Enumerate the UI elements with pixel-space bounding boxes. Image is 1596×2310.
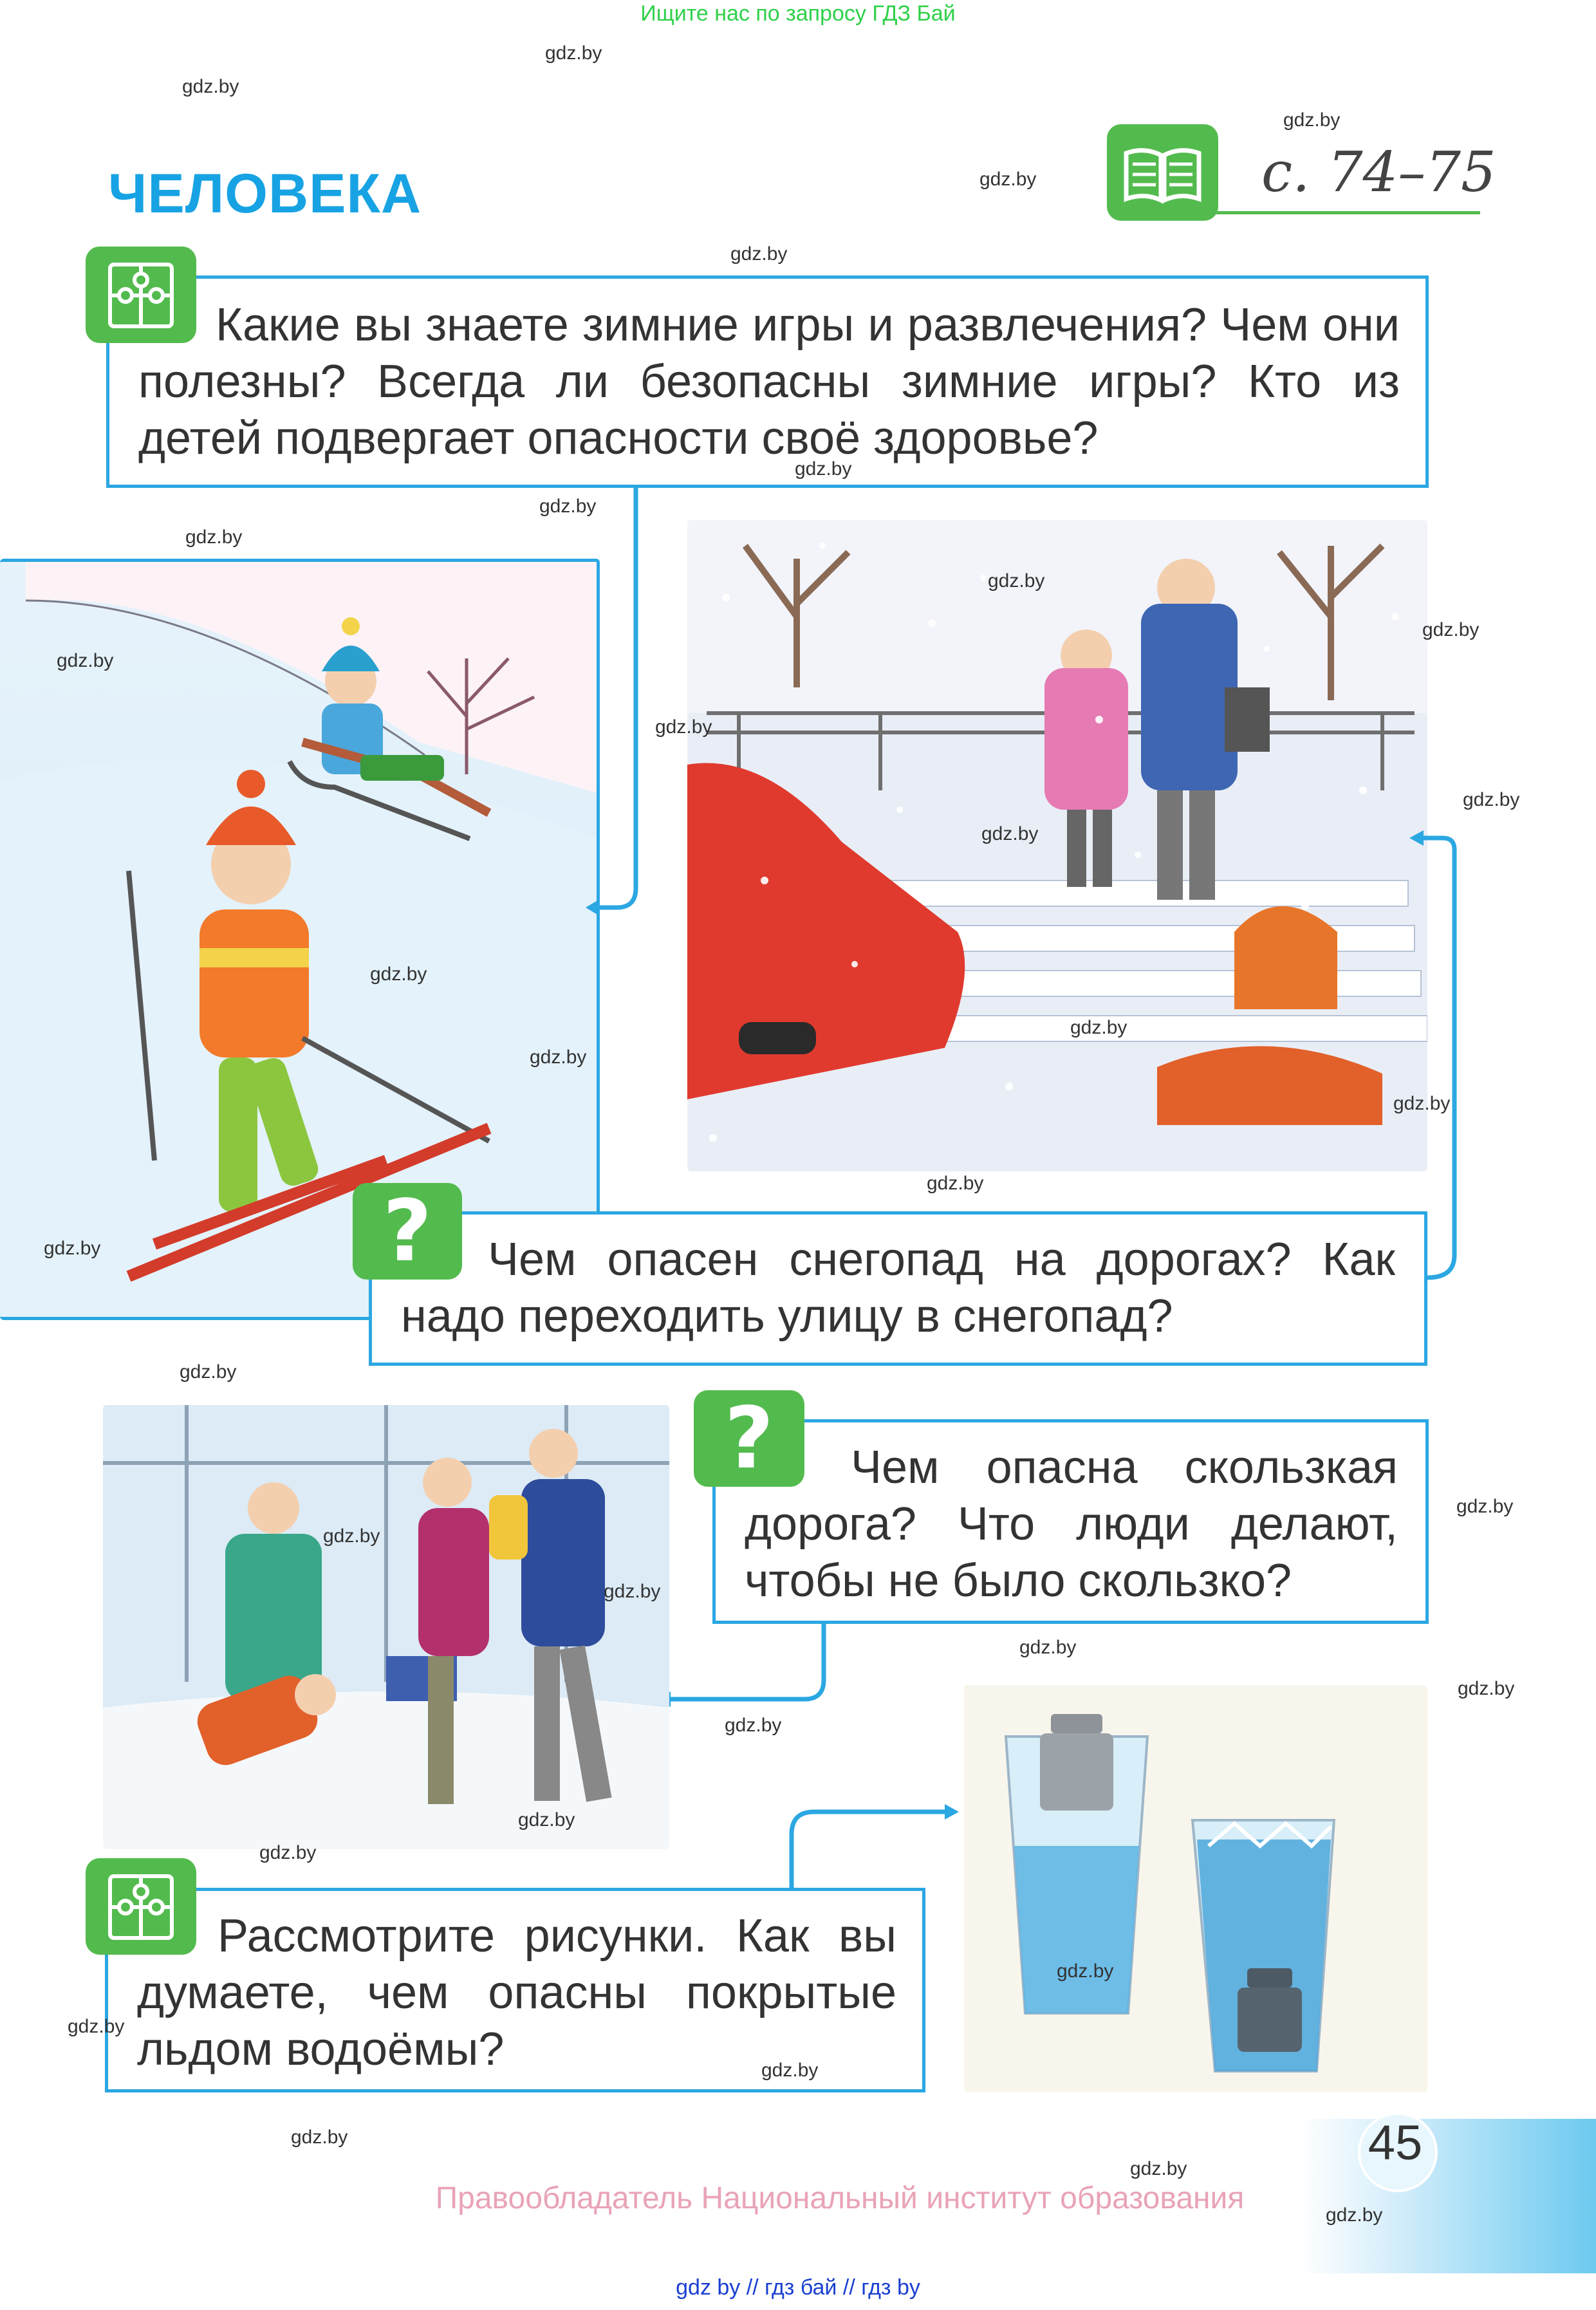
illustration-ice-glasses bbox=[964, 1685, 1427, 2092]
copyright-footer: Правообладатель Национальный институт образования bbox=[435, 2181, 1245, 2215]
watermark: gdz.by bbox=[1130, 2158, 1187, 2179]
question-3-text: Чем опасна скользкая дорога? Что люди делают, чтобы не было скользко? bbox=[745, 1442, 1398, 1607]
watermark: gdz.by bbox=[604, 1581, 661, 1602]
puzzle-icon bbox=[86, 247, 196, 343]
watermark: gdz.by bbox=[44, 1238, 101, 1259]
illustration-slippery-road bbox=[103, 1405, 669, 1849]
watermark: gdz.by bbox=[185, 526, 243, 548]
top-banner: Ищите нас по запросу ГДЗ Бай bbox=[640, 1, 956, 26]
page-heading: ЧЕЛОВЕКА bbox=[108, 163, 422, 225]
question-4-text: Рассмотрите рисунки. Как вы думаете, чем опасны покрытые льдом водоёмы? bbox=[137, 1910, 896, 2075]
watermark: gdz.by bbox=[725, 1715, 782, 1736]
watermark: gdz.by bbox=[1057, 1961, 1114, 1982]
reference-underline bbox=[1216, 211, 1480, 214]
illustration-winter-games bbox=[0, 559, 600, 1320]
watermark: gdz.by bbox=[57, 650, 114, 671]
watermark: gdz.by bbox=[795, 458, 852, 480]
watermark: gdz.by bbox=[1463, 789, 1520, 810]
watermark: gdz.by bbox=[1019, 1637, 1077, 1658]
watermark: gdz.by bbox=[68, 2016, 125, 2037]
question-box-1 bbox=[106, 275, 1429, 488]
watermark: gdz.by bbox=[655, 716, 712, 738]
watermark: gdz.by bbox=[1070, 1017, 1127, 1038]
watermark: gdz.by bbox=[730, 243, 788, 265]
question-box-3 bbox=[712, 1419, 1429, 1624]
watermark: gdz.by bbox=[988, 570, 1045, 591]
watermark: gdz.by bbox=[291, 2127, 348, 2148]
watermark: gdz.by bbox=[530, 1047, 587, 1068]
bottom-links[interactable]: gdz by // гдз бай // гдз by bbox=[676, 2275, 920, 2300]
question-box-2 bbox=[369, 1211, 1427, 1366]
watermark: gdz.by bbox=[259, 1842, 317, 1863]
page-reference: с. 74–75 bbox=[1261, 140, 1496, 205]
watermark: gdz.by bbox=[1326, 2204, 1383, 2226]
book-icon bbox=[1107, 124, 1218, 221]
question-2-text: Чем опасен снегопад на дорогах? Как надо переходить улицу в снегопад? bbox=[401, 1234, 1395, 1342]
watermark: gdz.by bbox=[1283, 109, 1341, 131]
watermark: gdz.by bbox=[1456, 1496, 1514, 1517]
watermark: gdz.by bbox=[323, 1525, 380, 1547]
watermark: gdz.by bbox=[518, 1809, 575, 1830]
watermark: gdz.by bbox=[1458, 1678, 1515, 1699]
watermark: gdz.by bbox=[1393, 1093, 1451, 1114]
page-number: 45 bbox=[1368, 2116, 1423, 2170]
watermark: gdz.by bbox=[545, 42, 602, 64]
watermark: gdz.by bbox=[979, 169, 1037, 190]
watermark: gdz.by bbox=[182, 76, 239, 97]
question-1-text: Какие вы знаете зимние игры и развлечения? Чем они полезны? Всегда ли безопасны зимние игры? Кто из детей подвергает опасности своё здоровье? bbox=[138, 299, 1400, 464]
question-icon: ? bbox=[353, 1183, 462, 1280]
watermark: gdz.by bbox=[761, 2060, 819, 2081]
puzzle-icon bbox=[86, 1858, 196, 1955]
question-icon: ? bbox=[694, 1390, 804, 1487]
illustration-snowfall-road bbox=[687, 520, 1427, 1171]
watermark: gdz.by bbox=[539, 496, 597, 517]
watermark: gdz.by bbox=[927, 1173, 984, 1194]
watermark: gdz.by bbox=[370, 964, 427, 985]
watermark: gdz.by bbox=[1422, 619, 1480, 640]
watermark: gdz.by bbox=[180, 1361, 237, 1383]
watermark: gdz.by bbox=[981, 823, 1039, 844]
